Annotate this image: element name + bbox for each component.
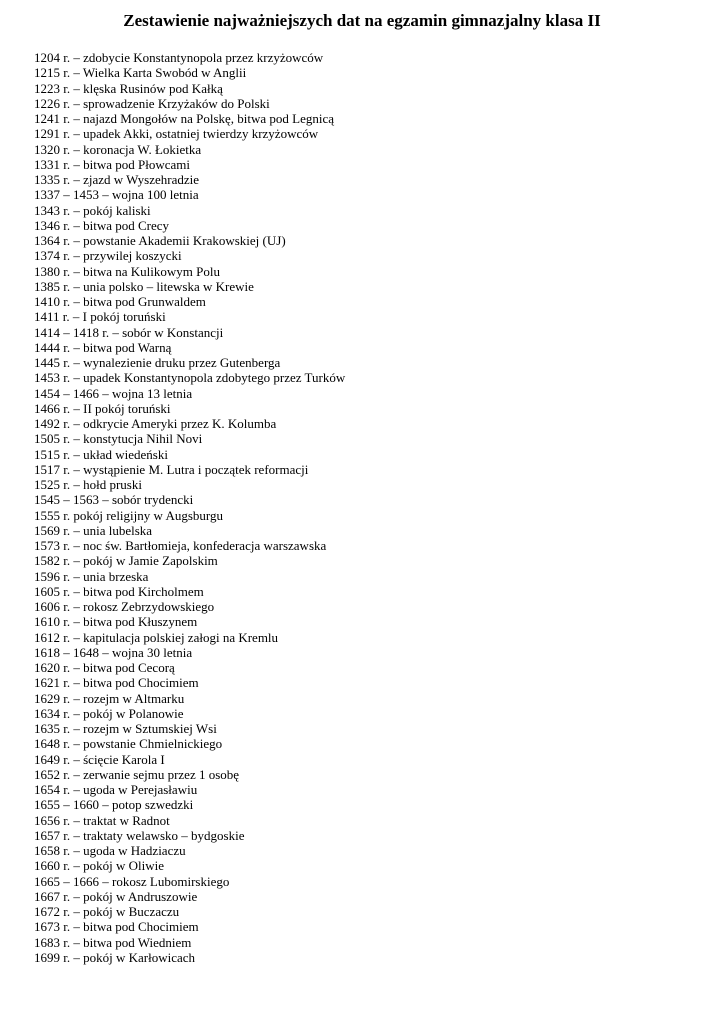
date-entry: 1410 r. – bitwa pod Grunwaldem [34,294,206,309]
date-entry: 1569 r. – unia lubelska [34,522,153,538]
page-title: Zestawienie najważniejszych dat na egzamin gimnazjalny klasa II [123,11,601,30]
date-entry: 1364 r. – powstanie Akademii Krakowskiej (UJ) [34,233,286,248]
date-entry: 1331 r. – bitwa pod Płowcami [34,156,190,172]
date-entry: 1453 r. – upadek Konstantynopola zdobytego przez Turków [34,370,346,386]
date-entry: 1343 r. – pokój kaliski [34,202,151,218]
date-entry: 1466 r. – II pokój toruński [34,400,171,416]
date-entry: 1658 r. – ugoda w Hadziaczu [34,843,186,858]
date-entry: 1545 – 1563 – sobór trydencki [34,492,194,508]
date-entry: 1605 r. – bitwa pod Kircholmem [34,583,204,599]
date-entry: 1657 r. – traktaty welawsko – bydgoskie [34,827,245,843]
date-entry: 1525 r. – hołd pruski [34,477,142,492]
date-entry: 1241 r. – najazd Mongołów na Polskę, bitwa pod Legnicą [34,111,335,126]
date-entry: 1634 r. – pokój w Polanowie [34,705,184,721]
date-entry: 1699 r. – pokój w Karłowicach [34,949,196,965]
date-entry: 1337 – 1453 – wojna 100 letnia [34,187,199,203]
date-entry: 1672 r. – pokój w Buczaczu [34,904,180,919]
date-entry: 1215 r. – Wielka Karta Swobód w Anglii [34,65,247,81]
date-entry: 1665 – 1666 – rokosz Lubomirskiego [34,873,230,889]
date-entry: 1411 r. – I pokój toruński [34,309,166,325]
date-entry: 1582 r. – pokój w Jamie Zapolskim [34,553,218,569]
date-entry: 1380 r. – bitwa na Kulikowym Polu [34,263,220,279]
date-entry: 1667 r. – pokój w Andruszowie [34,888,198,904]
date-entry: 1635 r. – rozejm w Sztumskiej Wsi [34,721,217,736]
date-entry: 1223 r. – klęska Rusinów pod Kałką [34,80,223,96]
date-entry: 1445 r. – wynalezienie druku przez Gutenberga [34,355,281,370]
date-entry: 1346 r. – bitwa pod Crecy [34,217,170,233]
date-entry: 1673 r. – bitwa pod Chocimiem [34,919,199,935]
date-entry: 1606 r. – rokosz Zebrzydowskiego [34,599,215,614]
date-entry: 1320 r. – koronacja W. Łokietka [34,141,202,157]
date-entry: 1649 r. – ścięcie Karola I [34,751,165,767]
date-entry: 1515 r. – układ wiedeński [34,446,168,462]
date-entry: 1652 r. – zerwanie sejmu przez 1 osobę [34,766,240,782]
date-entry: 1555 r. pokój religijny w Augsburgu [34,507,223,523]
date-entry: 1335 r. – zjazd w Wyszehradzie [34,172,200,187]
date-entry: 1385 r. – unia polsko – litewska w Krewie [34,278,254,294]
date-entry: 1610 r. – bitwa pod Kłuszynem [34,614,198,630]
date-entry: 1204 r. – zdobycie Konstantynopola przez krzyżowców [34,50,324,65]
date-entry: 1618 – 1648 – wojna 30 letnia [34,644,193,660]
date-entry: 1444 r. – bitwa pod Warną [34,339,172,355]
date-entry: 1573 r. – noc św. Bartłomieja, konfederacja warszawska [34,538,327,553]
date-entry: 1226 r. – sprowadzenie Krzyżaków do Polski [34,95,270,111]
date-entry: 1683 r. – bitwa pod Wiedniem [34,934,192,950]
date-entry: 1291 r. – upadek Akki, ostatniej twierdzy krzyżowców [34,126,319,142]
date-entry: 1620 r. – bitwa pod Cecorą [34,660,175,675]
date-list [34,50,345,965]
date-entry: 1596 r. – unia brzeska [34,568,149,584]
date-entry: 1621 r. – bitwa pod Chocimiem [34,675,199,691]
date-entry: 1648 r. – powstanie Chmielnickiego [34,736,223,752]
date-entry: 1505 r. – konstytucja Nihil Novi [34,431,203,447]
date-entry: 1454 – 1466 – wojna 13 letnia [34,385,193,401]
date-entry: 1655 – 1660 – potop szwedzki [34,797,194,813]
date-entry: 1414 – 1418 r. – sobór w Konstancji [34,324,224,340]
date-entry: 1612 r. – kapitulacja polskiej załogi na Kremlu [34,629,279,645]
date-entry: 1656 r. – traktat w Radnot [34,812,170,828]
date-entry: 1374 r. – przywilej koszycki [34,248,182,264]
date-entry: 1492 r. – odkrycie Ameryki przez K. Kolumba [34,416,277,431]
date-entry: 1654 r. – ugoda w Perejasławiu [34,782,198,797]
date-entry: 1660 r. – pokój w Oliwie [34,858,164,874]
date-entry: 1629 r. – rozejm w Altmarku [34,690,185,706]
date-entry: 1517 r. – wystąpienie M. Lutra i początek reformacji [34,461,309,477]
